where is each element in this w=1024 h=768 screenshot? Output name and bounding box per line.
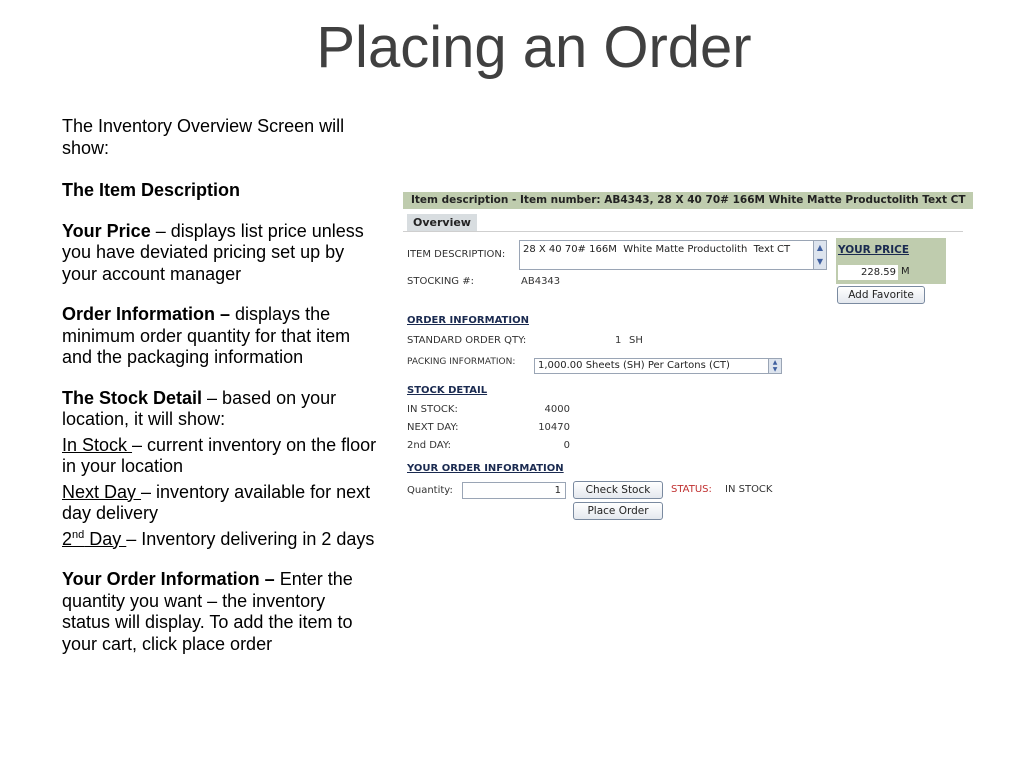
your-price-box bbox=[836, 238, 946, 284]
second-day-label: 2nd DAY: bbox=[407, 440, 451, 451]
item-description-bar: Item description - Item number: AB4343, 28 X 40 70# 166M White Matte Productolith Text CT bbox=[403, 192, 973, 209]
tab-overview[interactable]: Overview bbox=[407, 214, 477, 231]
stocking-label: STOCKING #: bbox=[407, 276, 474, 287]
second-day-term: 2nd Day bbox=[62, 528, 127, 549]
explanation-column bbox=[62, 116, 378, 655]
your-price-paragraph: Your Price – displays list price unless you have deviated pricing set up by your account manager bbox=[62, 220, 364, 284]
standard-order-qty-unit: SH bbox=[629, 335, 643, 346]
tab-strip bbox=[403, 213, 963, 232]
next-day-label: NEXT DAY: bbox=[407, 422, 459, 433]
item-description-label: ITEM DESCRIPTION: bbox=[407, 249, 506, 260]
your-price-title: YOUR PRICE bbox=[838, 244, 909, 256]
price-value: 228.59 bbox=[838, 265, 898, 280]
packing-information-label: PACKING INFORMATION: bbox=[407, 357, 516, 367]
your-order-paragraph: Your Order Information – Enter the quantity you want – the inventory status will display. To add the item to your cart, click place order bbox=[62, 569, 353, 654]
next-day-paragraph: Next Day – inventory available for next day delivery bbox=[62, 481, 371, 523]
add-favorite-button[interactable]: Add Favorite bbox=[837, 286, 925, 304]
in-stock-value: 4000 bbox=[544, 404, 570, 415]
order-info-heading: Order Information – bbox=[62, 304, 231, 324]
spin-up-icon[interactable]: ▲ bbox=[768, 359, 781, 366]
item-description-field[interactable]: 28 X 40 70# 166M White Matte Productolith Text CT ▲ ▼ bbox=[519, 240, 827, 270]
next-day-value: 10470 bbox=[538, 422, 570, 433]
your-order-heading: Your Order Information – bbox=[62, 569, 275, 589]
quantity-label: Quantity: bbox=[407, 485, 453, 496]
next-day-term: Next Day bbox=[62, 481, 142, 502]
inventory-overview-screenshot bbox=[400, 188, 974, 528]
stocking-value: AB4343 bbox=[521, 276, 561, 287]
stock-detail-header: STOCK DETAIL bbox=[407, 385, 488, 396]
your-order-information-header: YOUR ORDER INFORMATION bbox=[407, 463, 564, 474]
price-unit: M bbox=[901, 266, 910, 277]
in-stock-term: In Stock bbox=[62, 434, 133, 455]
place-order-button[interactable]: Place Order bbox=[573, 502, 663, 520]
status-label: STATUS: bbox=[671, 484, 712, 495]
check-stock-button[interactable]: Check Stock bbox=[573, 481, 663, 499]
second-day-paragraph: 2nd Day – Inventory delivering in 2 days bbox=[62, 528, 375, 549]
scroll-down-icon[interactable]: ▼ bbox=[813, 255, 826, 269]
standard-order-qty-label: STANDARD ORDER QTY: bbox=[407, 335, 527, 346]
standard-order-qty-value: 1 bbox=[615, 335, 622, 346]
in-stock-label: IN STOCK: bbox=[407, 404, 458, 415]
status-value: IN STOCK bbox=[725, 484, 773, 495]
intro-text: The Inventory Overview Screen will show: bbox=[62, 116, 345, 158]
scroll-up-icon[interactable]: ▲ bbox=[813, 241, 826, 255]
item-description-heading: The Item Description bbox=[62, 180, 241, 200]
quantity-input[interactable]: 1 bbox=[462, 482, 566, 499]
stock-detail-paragraph: The Stock Detail – based on your location, it will show: bbox=[62, 387, 337, 429]
slide-title: Placing an Order bbox=[316, 15, 752, 80]
packing-information-select[interactable]: 1,000.00 Sheets (SH) Per Cartons (CT) ▲ ▼ bbox=[534, 358, 782, 374]
stock-detail-heading: The Stock Detail bbox=[62, 387, 203, 408]
your-price-heading: Your Price bbox=[62, 220, 151, 241]
order-info-paragraph: Order Information – displays the minimum order quantity for that item and the packaging information bbox=[62, 304, 351, 367]
second-day-value: 0 bbox=[563, 440, 570, 451]
in-stock-paragraph: In Stock – current inventory on the floor in your location bbox=[62, 434, 377, 476]
spin-down-icon[interactable]: ▼ bbox=[768, 366, 781, 373]
order-information-header: ORDER INFORMATION bbox=[407, 315, 529, 326]
